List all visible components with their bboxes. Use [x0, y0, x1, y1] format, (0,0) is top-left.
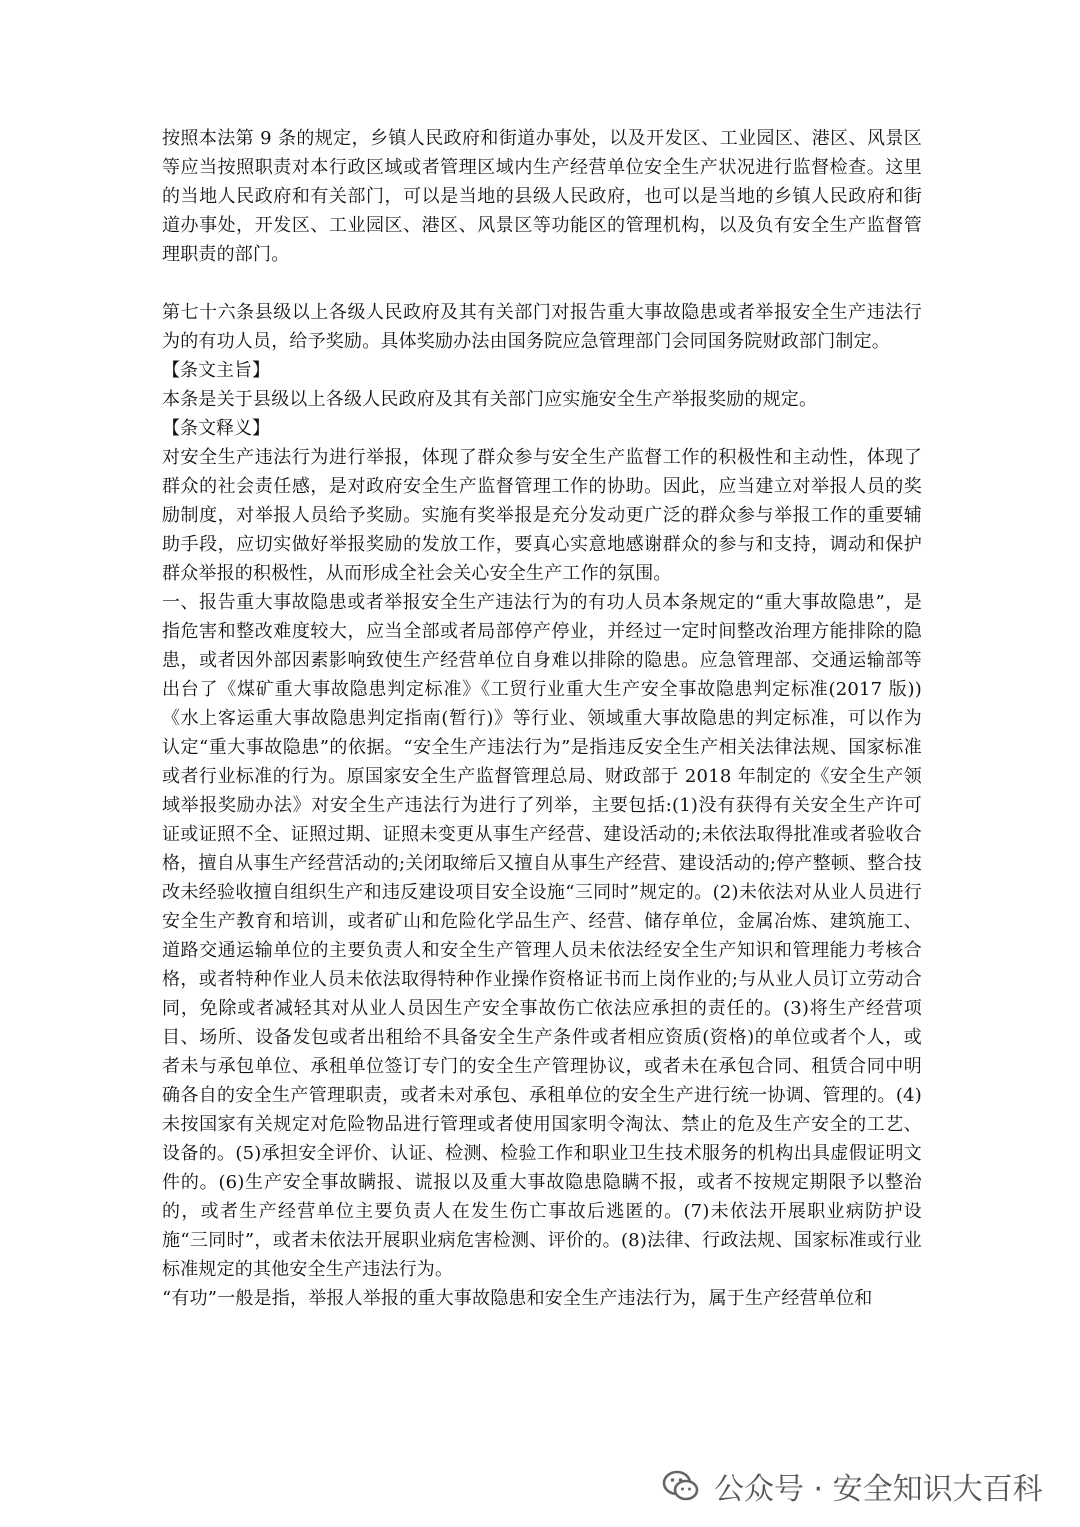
article-purpose-text: 本条是关于县级以上各级人民政府及其有关部门应实施安全生产举报奖励的规定。 [162, 389, 818, 410]
interpretation-paragraph: 对安全生产违法行为进行举报，体现了群众参与安全生产监督工作的积极性和主动性，体现了群众的社会责任感，是对政府安全生产监督管理工作的协助。因此，应当建立对举报人员的奖励制度，对举报人员给予奖励。实施有奖举报是充分发动更广泛的群众参与举报工作的重要辅助手段，应切实做好举报奖励的发放工作，要真心实意地感谢群众的参与和支持，调动和保护群众举报的积极性，从而形成全社会关心安全生产工作的氛围。 [162, 447, 922, 584]
heading-article-interpretation: 【条文释义】 [162, 418, 270, 439]
heading-article-purpose: 【条文主旨】 [162, 360, 270, 381]
article-76-text: 第七十六条县级以上各级人民政府及其有关部门对报告重大事故隐患或者举报安全生产违法行为的有功人员，给予奖励。具体奖励办法由国务院应急管理部门会同国务院财政部门制定。 [162, 302, 922, 352]
wechat-icon [660, 1465, 702, 1507]
interpretation-paragraph: “有功”一般是指，举报人举报的重大事故隐患和安全生产违法行为，属于生产经营单位和 [162, 1288, 873, 1309]
watermark [660, 1456, 1043, 1516]
watermark-text: 公众号 · 安全知识大百科 [714, 1472, 1043, 1507]
interpretation-paragraph: 一、报告重大事故隐患或者举报安全生产违法行为的有功人员本条规定的“重大事故隐患”，是指危害和整改难度较大，应当全部或者局部停产停业，并经过一定时间整改治理方能排除的隐患，或者因外部因素影响致使生产经营单位自身难以排除的隐患。应急管理部、交通运输部等出台了《煤矿重大事故隐患判定标准》《工贸行业重大生产安全事故隐患判定标准(2017 版))《水上客运重大事故隐患判定指南(暂行)》等行业、领域重大事故隐患的判定标准，可以作为认定“重大事故隐患”的依据。“安全生产违法行为”是指违反安全生产相关法律法规、国家标准或者行业标准的行为。原国家安全生产监督管理总局、财政部于 2018 年制定的《安全生产领域举报奖励办法》对安全生产违法行为进行了列举，主要包括:(1)没有获得有关安全生产许可证或证照不全、证照过期、证照未变更从事生产经营、建设活动的;未依法取得批准或者验收合格，擅自从事生产经营活动的;关闭取缔后又擅自从事生产经营、建设活动的;停产整顿、整合技改未经验收擅自组织生产和违反建设项目安全设施“三同时”规定的。(2)未依法对从业人员进行安全生产教育和培训，或者矿山和危险化学品生产、经营、储存单位，金属冶炼、建筑施工、道路交通运输单位的主要负责人和安全生产管理人员未依法经安全生产知识和管理能力考核合格，或者特种作业人员未依法取得特种作业操作资格证书而上岗作业的;与从业人员订立劳动合同，免除或者减轻其对从业人员因生产安全事故伤亡依法应承担的责任的。(3)将生产经营项目、场所、设备发包或者出租给不具备安全生产条件或者相应资质(资格)的单位或者个人，或者未与承包单位、承租单位签订专门的安全生产管理协议，或者未在承包合同、租赁合同中明确各自的安全生产管理职责，或者未对承包、承租单位的安全生产进行统一协调、管理的。(4)未按国家有关规定对危险物品进行管理或者使用国家明令淘汰、禁止的危及生产安全的工艺、设备的。(5)承担安全评价、认证、检测、检验工作和职业卫生技术服务的机构出具虚假证明文件的。(6)生产安全事故瞒报、谎报以及重大事故隐患隐瞒不报，或者不按规定期限予以整治的，或者生产经营单位主要负责人在发生伤亡事故后逃匿的。(7)未依法开展职业病防护设施“三同时”，或者未依法开展职业病危害检测、评价的。(8)法律、行政法规、国家标准或行业标准规定的其他安全生产违法行为。 [162, 592, 922, 1280]
paragraph-supervision: 按照本法第 9 条的规定，乡镇人民政府和街道办事处，以及开发区、工业园区、港区、风景区等应当按照职责对本行政区域或者管理区域内生产经营单位安全生产状况进行监督检查。这里的当地人民政府和有关部门，可以是当地的县级人民政府，也可以是当地的乡镇人民政府和街道办事处，开发区、工业园区、港区、风景区等功能区的管理机构，以及负有安全生产监督管理职责的部门。 [162, 128, 922, 265]
document-body [162, 124, 922, 1313]
